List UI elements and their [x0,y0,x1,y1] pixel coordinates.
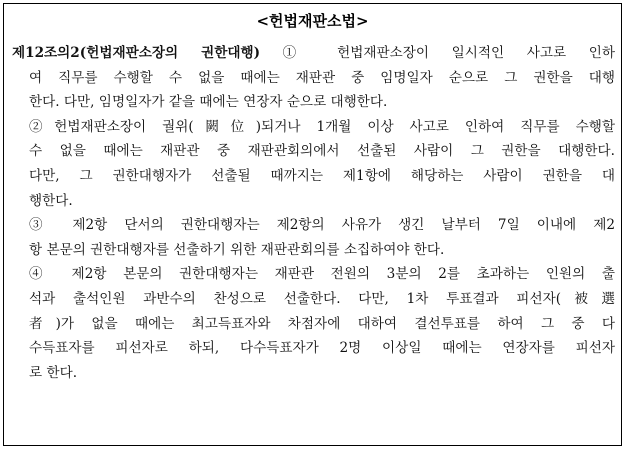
document-frame [3,3,622,446]
article-line-1-text: ① 헌법재판소장이 일시적인 사고로 인하 [260,45,615,61]
article-line-3: 한다. 다만, 임명일자가 같을 때에는 연장자 순으로 대행한다. [29,94,388,111]
article-line-10: ④ 제2항 본문의 권한대행자는 재판관 전원의 3분의 2를 초과하는 인원의 출 [29,266,615,283]
document-title: <헌법재판소법> [256,12,369,30]
article-line-2: 여 직무를 수행할 수 없을 때에는 재판관 중 임명일자 순으로 그 권한을 대행 [29,69,615,86]
article-line-11: 석과 출석인원 과반수의 찬성으로 선출한다. 다만, 1차 투표결과 피선자(被選 [29,290,615,307]
article-line-14: 로 한다. [29,364,78,381]
article-line-1 [12,41,615,66]
article-heading: 제12조의2(헌법재판소장의 권한대행) [12,45,261,61]
article-line-6: 다만, 그 권한대행자가 선출될 때까지는 제1항에 해당하는 사람이 권한을 대 [29,167,615,184]
article-line-5: 수 없을 때에는 재판관 중 재판관회의에서 선출된 사람이 그 권한을 대행한다. [29,143,615,160]
article-line-7: 행한다. [29,192,73,209]
article-line-12: 者)가 없을 때에는 최고득표자와 차점자에 대하여 결선투표를 하여 그 중 다 [29,315,615,332]
article-line-9: 항 본문의 권한대행자를 선출하기 위한 재판관회의를 소집하여야 한다. [29,241,445,258]
article-body [12,41,615,385]
article-line-8: ③ 제2항 단서의 권한대행자는 제2항의 사유가 생긴 날부터 7일 이내에 제2 [29,217,615,234]
article-line-4: ②헌법재판소장이 궐위(闕位)되거나 1개월 이상 사고로 인하여 직무를 수행할 [29,118,615,135]
article-line-13: 수득표자를 피선자로 하되, 다수득표자가 2명 이상일 때에는 연장자를 피선자 [29,340,615,357]
